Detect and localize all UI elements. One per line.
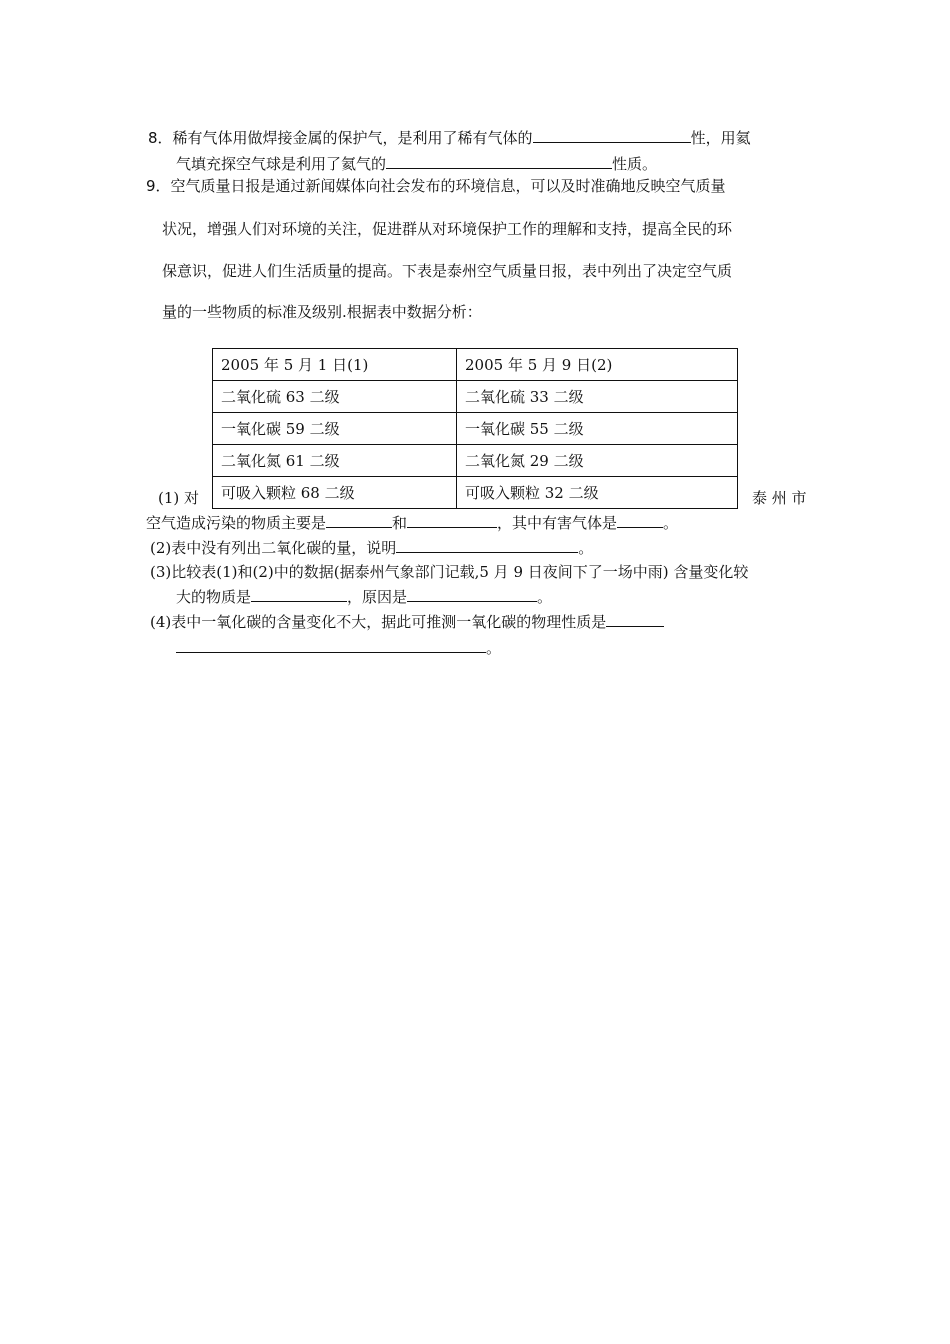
air-quality-table xyxy=(212,348,738,509)
answer-blank[interactable] xyxy=(407,586,537,602)
answer-blank[interactable] xyxy=(407,512,497,528)
table-header-cell: 2005 年 5 月 9 日(2) xyxy=(457,349,738,381)
sub-question-3-line-1: (3)比较表(1)和(2)中的数据(据泰州气象部门记载,5 月 9 日夜间下了一场中雨) 含量变化较 xyxy=(150,563,749,581)
sub-question-4-text: 。 xyxy=(486,639,502,657)
sub-question-4-line-1 xyxy=(150,611,664,632)
sub-question-3-line-2 xyxy=(176,586,552,607)
table-cell: 二氧化硫 33 二级 xyxy=(457,381,738,413)
table-row xyxy=(213,413,738,445)
sub-question-1-text: 。 xyxy=(663,514,679,532)
question-9-line-1 xyxy=(146,176,726,196)
sub-question-3-text: 大的物质是 xyxy=(176,588,252,606)
question-9-number: 9 xyxy=(146,177,156,195)
sub-question-1-left: (1) 对 xyxy=(158,489,200,507)
table-cell: 二氧化硫 63 二级 xyxy=(213,381,457,413)
question-8-text-tail: 性质。 xyxy=(612,155,658,173)
table-row xyxy=(213,381,738,413)
question-9-line-3: 保意识，促进人们生活质量的提高。下表是泰州空气质量日报，表中列出了决定空气质 xyxy=(162,262,733,280)
sub-question-1-line-2 xyxy=(146,512,678,533)
question-8-number: 8 xyxy=(148,129,158,147)
answer-blank[interactable] xyxy=(176,637,486,653)
question-9-line-4: 量的一些物质的标准及级别.根据表中数据分析： xyxy=(162,303,482,321)
sub-question-1-text: ，其中有害气体是 xyxy=(497,514,618,532)
answer-blank[interactable] xyxy=(533,127,691,143)
sub-question-3-text: 。 xyxy=(537,588,553,606)
sub-question-3-text: ，原因是 xyxy=(347,588,408,606)
answer-blank[interactable] xyxy=(617,512,663,528)
question-9-text: ．空气质量日报是通过新闻媒体向社会发布的环境信息，可以及时准确地反映空气质量 xyxy=(155,177,726,195)
answer-blank[interactable] xyxy=(386,153,612,169)
question-8-text-tail: 性，用氦 xyxy=(690,129,751,147)
question-8-text: ．稀有气体用做焊接金属的保护气，是利用了稀有气体的 xyxy=(157,129,533,147)
table-cell: 二氧化氮 61 二级 xyxy=(213,445,457,477)
sub-question-4-line-2 xyxy=(176,637,501,658)
sub-question-4-text: (4)表中一氧化碳的含量变化不大，据此可推测一氧化碳的物理性质是 xyxy=(150,613,607,631)
table-cell: 一氧化碳 55 二级 xyxy=(457,413,738,445)
sub-question-2 xyxy=(150,537,593,558)
sub-question-1-text: 和 xyxy=(392,514,408,532)
sub-question-1-text: 空气造成污染的物质主要是 xyxy=(146,514,327,532)
answer-blank[interactable] xyxy=(396,537,578,553)
sub-question-1-right: 泰 州 市 xyxy=(752,489,807,507)
table-row xyxy=(213,445,738,477)
table-cell: 二氧化氮 29 二级 xyxy=(457,445,738,477)
answer-blank[interactable] xyxy=(606,611,664,627)
answer-blank[interactable] xyxy=(251,586,347,602)
answer-blank[interactable] xyxy=(326,512,392,528)
question-9-line-2: 状况，增强人们对环境的关注，促进群从对环境保护工作的理解和支持，提高全民的环 xyxy=(162,220,733,238)
table-row xyxy=(213,477,738,509)
table-cell: 可吸入颗粒 32 二级 xyxy=(457,477,738,509)
sub-question-2-text: (2)表中没有列出二氧化碳的量，说明 xyxy=(150,539,397,557)
table-cell: 可吸入颗粒 68 二级 xyxy=(213,477,457,509)
table-header-cell: 2005 年 5 月 1 日(1) xyxy=(213,349,457,381)
sub-question-2-text: 。 xyxy=(578,539,594,557)
table-cell: 一氧化碳 59 二级 xyxy=(213,413,457,445)
question-8-line-1 xyxy=(148,127,751,148)
question-8-text: 气填充探空气球是利用了氦气的 xyxy=(176,155,387,173)
table-header-row xyxy=(213,349,738,381)
question-8-line-2 xyxy=(176,153,657,174)
